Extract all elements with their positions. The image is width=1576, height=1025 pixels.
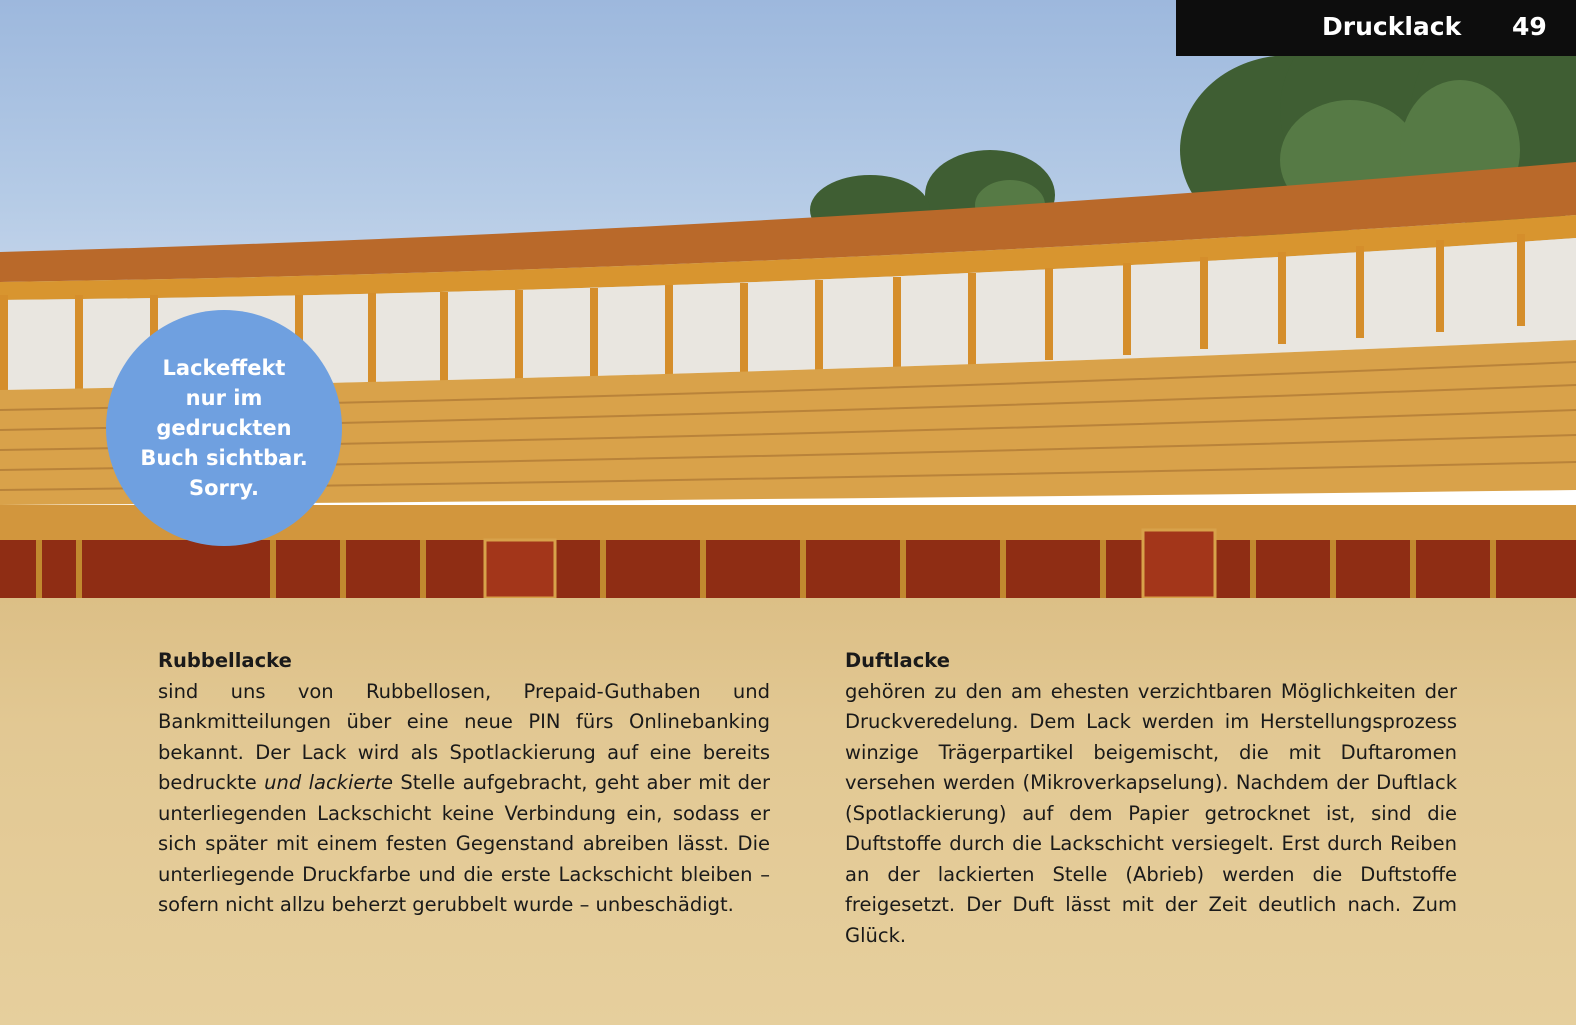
page-number: 49 bbox=[1512, 12, 1547, 41]
badge-line: Lackeffekt bbox=[162, 356, 286, 380]
badge-line: Sorry. bbox=[188, 476, 259, 500]
badge-line: nur im gedruckten bbox=[156, 386, 292, 440]
section-heading-rubbellacke: Rubbellacke bbox=[158, 649, 292, 672]
body-paragraph: gehören zu den am ehesten verzichtbaren Möglichkeiten der Druckveredelung. Dem Lack werden im Herstellungsprozess winzige Trägerpartikel beigemischt, die mit Duftaromen versehen werden (Mikroverkapselung). Nachdem der Duftlack (Spotlackierung) auf dem Papier getrocknet ist, sind die Duftstoffe durch die Lackschicht versiegelt. Erst durch Reiben an der lackierten Stelle (Abrieb) werden die Duftstoffe freigesetzt. Der Duft lässt mit der Zeit deutlich nach. Zum Glück. bbox=[845, 679, 1457, 947]
right-text-column bbox=[845, 646, 1457, 951]
body-text: Stelle aufgebracht, geht aber mit der unterliegenden Lackschicht keine Verbindung ein, sodass er sich später mit einem festen Gegenstand abreiben lässt. Die unterliegende Druckfarbe und die erste Lackschicht bleiben – sofern nicht allzu beherzt gerubbelt wurde – unbeschädigt. bbox=[158, 771, 770, 916]
notice-badge-text bbox=[124, 353, 324, 503]
emphasis-text: und lackierte bbox=[264, 771, 394, 794]
badge-line: Buch sichtbar. bbox=[140, 446, 308, 470]
notice-badge bbox=[106, 310, 342, 546]
section-heading-duftlacke: Duftlacke bbox=[845, 649, 950, 672]
body-text: sind uns von Rubbellosen, Prepaid-Guthaben und Bankmitteilungen über eine neue PIN fürs Onlinebanking bekannt. Der Lack wird als Spotlackierung auf eine bereits bedruckte bbox=[158, 679, 770, 794]
left-text-column bbox=[158, 646, 770, 921]
chapter-title: Drucklack bbox=[1322, 12, 1462, 41]
body-paragraph bbox=[158, 677, 770, 921]
